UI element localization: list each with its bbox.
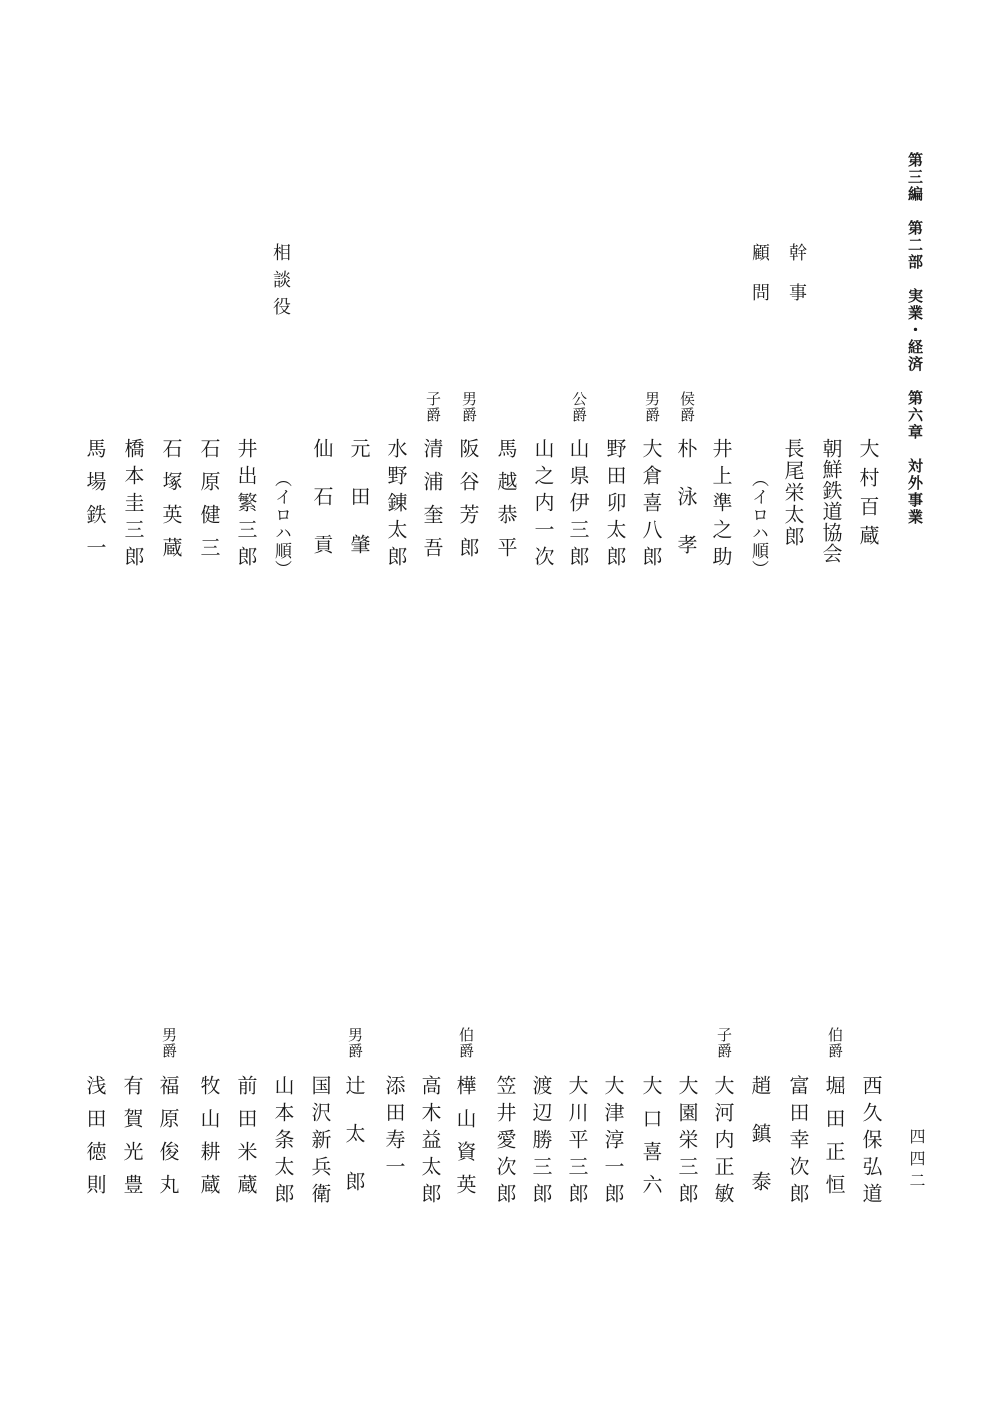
page-number: 四四二 bbox=[907, 1128, 926, 1194]
role-label-komon: 顧問 bbox=[749, 243, 770, 323]
name-entry: 長尾栄太郎 bbox=[781, 438, 805, 548]
member-name: 堀田正恒 bbox=[822, 1075, 846, 1207]
member-name: 高木益太郎 bbox=[418, 1075, 442, 1210]
member-name: 水野錬太郎 bbox=[384, 438, 408, 573]
peerage-title: 侯 爵 bbox=[680, 390, 696, 424]
role-label-kanji: 幹事 bbox=[786, 243, 807, 323]
member-name: 牧山耕蔵 bbox=[197, 1075, 221, 1207]
member-name: 石原健三 bbox=[197, 438, 221, 570]
member-name: 山本条太郎 bbox=[271, 1075, 295, 1210]
member-name: 大園栄三郎 bbox=[675, 1075, 699, 1210]
member-name: 橋本圭三郎 bbox=[121, 438, 145, 573]
peerage-title: 男 爵 bbox=[348, 1026, 364, 1060]
member-name: 山県伊三郎 bbox=[566, 438, 590, 573]
member-name: 渡辺勝三郎 bbox=[529, 1075, 553, 1210]
member-name: 大川平三郎 bbox=[565, 1075, 589, 1210]
member-name: 朴泳孝 bbox=[674, 438, 698, 582]
member-name: 有賀光豊 bbox=[120, 1075, 144, 1207]
peerage-title: 子 爵 bbox=[717, 1026, 733, 1060]
member-name: 清浦奎吾 bbox=[420, 438, 444, 570]
order-note: （イロハ順） bbox=[271, 470, 291, 578]
member-name: 井上準之助 bbox=[709, 438, 733, 573]
peerage-title: 男 爵 bbox=[645, 390, 661, 424]
member-name: 仙石貢 bbox=[310, 438, 334, 582]
member-name: 山之内一次 bbox=[531, 438, 555, 573]
member-name: 大口喜六 bbox=[639, 1075, 663, 1207]
member-name: 福原俊丸 bbox=[156, 1075, 180, 1207]
member-name: 馬場鉄一 bbox=[83, 438, 107, 570]
peerage-title: 子 爵 bbox=[426, 390, 442, 424]
member-name: 大津淳一郎 bbox=[601, 1075, 625, 1210]
member-name: 馬越恭平 bbox=[494, 438, 518, 570]
order-note: （イロハ順） bbox=[748, 470, 768, 578]
member-name: 井出繁三郎 bbox=[234, 438, 258, 573]
member-name: 辻太郎 bbox=[342, 1075, 366, 1219]
member-name: 趙鎮泰 bbox=[748, 1075, 772, 1219]
member-name: 笠井愛次郎 bbox=[493, 1075, 517, 1210]
member-name: 西久保弘道 bbox=[859, 1075, 883, 1210]
member-name: 野田卯太郎 bbox=[603, 438, 627, 573]
running-title: 第三編 第二部 実業・経済 第六章 対外事業 bbox=[906, 152, 924, 526]
member-name: 元田肇 bbox=[347, 438, 371, 582]
member-name: 石塚英蔵 bbox=[159, 438, 183, 570]
member-name: 国沢新兵衛 bbox=[308, 1075, 332, 1210]
member-name: 大倉喜八郎 bbox=[639, 438, 663, 573]
name-entry: 大村百蔵 bbox=[856, 438, 880, 554]
peerage-title: 男 爵 bbox=[162, 1026, 178, 1060]
member-name: 添田寿一 bbox=[382, 1075, 406, 1183]
role-label-sodanyaku: 相談役 bbox=[270, 243, 291, 324]
member-name: 富田幸次郎 bbox=[786, 1075, 810, 1210]
peerage-title: 男 爵 bbox=[462, 390, 478, 424]
peerage-title: 公 爵 bbox=[572, 390, 588, 424]
name-entry: 朝鮮鉄道協会 bbox=[819, 438, 843, 564]
member-name: 前田米蔵 bbox=[234, 1075, 258, 1207]
peerage-title: 伯 爵 bbox=[828, 1026, 844, 1060]
member-name: 阪谷芳郎 bbox=[456, 438, 480, 570]
member-name: 浅田徳則 bbox=[83, 1075, 107, 1207]
peerage-title: 伯 爵 bbox=[459, 1026, 475, 1060]
member-name: 樺山資英 bbox=[453, 1075, 477, 1207]
member-name: 大河内正敏 bbox=[711, 1075, 735, 1210]
